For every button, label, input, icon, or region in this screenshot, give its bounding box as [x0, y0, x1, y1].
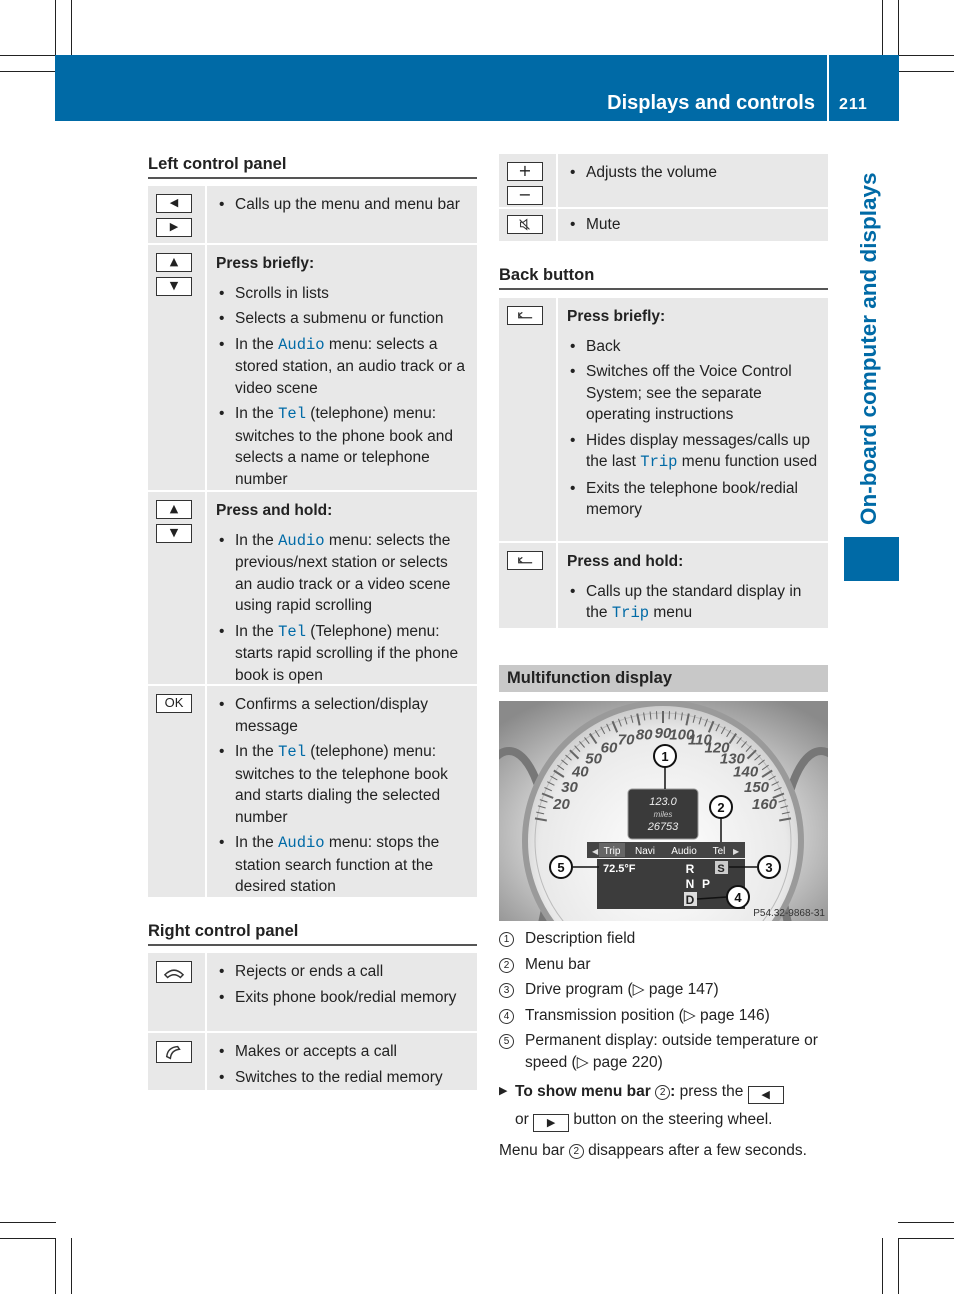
list-item: • Mute	[567, 214, 820, 236]
table-row	[499, 209, 828, 241]
menu-name-tel: Tel	[278, 622, 306, 641]
crop-mark	[898, 1238, 954, 1239]
crop-mark	[882, 1238, 883, 1294]
menu-item-navi: Navi	[634, 846, 656, 857]
back-button-table	[499, 298, 828, 630]
legend-number: 5	[499, 1034, 514, 1049]
list-item: • In the Tel (telephone) menu: switches to the telephone book and starts dialing the selected number	[216, 741, 469, 828]
description-cell	[205, 953, 477, 1031]
speed-label: 60	[600, 739, 618, 757]
right-panel-heading: Right control panel	[148, 921, 477, 946]
list-item: • In the Tel (Telephone) menu: starts rapid scrolling if the phone book is open	[216, 621, 469, 687]
speed-label: 140	[733, 763, 759, 781]
crop-mark	[55, 1238, 56, 1294]
left-arrow-key-icon: ◀	[748, 1086, 784, 1104]
crop-mark	[898, 1222, 954, 1223]
crop-mark	[55, 0, 56, 56]
drive-program: S	[717, 863, 725, 875]
note: Menu bar 2 disappears after a few seconds.	[499, 1142, 807, 1159]
left-panel-table	[148, 186, 477, 899]
gear-n: N	[685, 877, 695, 891]
table-row	[148, 245, 477, 490]
crop-mark	[71, 0, 72, 56]
table-row	[148, 953, 477, 1031]
outside-temperature: 72.5°F	[603, 863, 636, 875]
list-item: • Exits phone book/redial memory	[216, 987, 469, 1009]
header-divider	[827, 55, 829, 121]
table-row	[148, 686, 477, 897]
crop-mark	[898, 1238, 899, 1294]
crop-mark	[898, 71, 954, 72]
speed-label: 70	[617, 731, 635, 749]
menu-item-trip: Trip	[603, 846, 621, 857]
back-key-icon	[507, 306, 543, 325]
chapter-tab-label: On-board computer and displays	[856, 172, 881, 525]
legend-number: 2	[499, 958, 514, 973]
description-cell	[205, 492, 477, 684]
table-row	[148, 186, 477, 243]
key-cell	[499, 154, 556, 207]
table-row	[499, 154, 828, 207]
page-number: 211	[839, 96, 868, 113]
list-item: • Confirms a selection/display message	[216, 694, 469, 737]
volume-table	[499, 154, 828, 243]
crop-mark	[0, 1238, 56, 1239]
left-panel-heading: Left control panel	[148, 154, 477, 179]
menu-name-tel: Tel	[278, 405, 306, 423]
callout-2-label: 2	[717, 800, 725, 815]
description-cell	[556, 154, 828, 207]
speed-label: 100	[669, 726, 695, 744]
row-heading: Press and hold:	[567, 553, 684, 570]
description-cell	[205, 245, 477, 490]
key-cell	[499, 543, 556, 628]
table-row	[148, 492, 477, 684]
description-cell	[556, 209, 828, 241]
menu-left-arrow-icon: ◀	[592, 847, 599, 856]
list-item: • Switches to the redial memory	[216, 1067, 469, 1089]
mute-key-icon	[507, 215, 543, 234]
legend-item: 3 Drive program (▷ page 147)	[499, 979, 831, 1001]
back-key-icon	[507, 551, 543, 570]
row-heading: Press briefly:	[567, 308, 666, 325]
crop-mark	[0, 71, 56, 72]
legend	[499, 928, 831, 1162]
step-arrow-icon: ▶	[499, 1085, 508, 1097]
list-item: • Calls up the standard display in the Trip menu	[567, 581, 820, 625]
menu-name-audio: Audio	[278, 531, 325, 550]
hang-up-icon	[156, 961, 192, 983]
speed-label: 50	[585, 750, 602, 768]
legend-number: 1	[499, 932, 514, 947]
key-cell	[148, 245, 205, 490]
list-item: • Switches off the Voice Control System; see the separate operating instructions	[567, 361, 820, 426]
legend-number: 3	[499, 983, 514, 998]
speed-label: 80	[635, 726, 653, 744]
up-arrow-key-icon: ▲	[156, 253, 192, 272]
legend-item: 1 Description field	[499, 928, 831, 950]
legend-number: 4	[499, 1009, 514, 1024]
crop-mark	[0, 55, 56, 56]
description-cell	[205, 686, 477, 897]
list-item: • Scrolls in lists	[216, 283, 469, 305]
odometer: 26753	[647, 821, 679, 833]
right-panel-table	[148, 953, 477, 1092]
description-cell	[556, 298, 828, 541]
volume-down-key-icon: −	[507, 186, 543, 205]
right-arrow-key-icon: ▶	[156, 218, 192, 237]
speed-label: 110	[687, 731, 712, 749]
phone-icon	[156, 1041, 192, 1063]
list-item: • Rejects or ends a call	[216, 961, 469, 983]
left-arrow-key-icon: ◀	[156, 194, 192, 213]
down-arrow-key-icon: ▼	[156, 524, 192, 543]
up-arrow-key-icon: ▲	[156, 500, 192, 519]
table-row	[499, 543, 828, 628]
description-cell	[556, 543, 828, 628]
key-cell	[148, 953, 205, 1031]
crop-mark	[882, 0, 883, 56]
key-cell	[148, 492, 205, 684]
table-row	[148, 1033, 477, 1090]
speed-label: 160	[751, 796, 778, 814]
speed-label: 150	[743, 779, 770, 796]
key-cell	[499, 298, 556, 541]
down-arrow-key-icon: ▼	[156, 277, 192, 296]
gear-r: R	[685, 862, 695, 876]
legend-item: 5 Permanent display: outside temperature or speed (▷ page 220)	[499, 1030, 831, 1073]
key-cell	[499, 209, 556, 241]
list-item: • In the Audio menu: selects a stored station, an audio track or a video scene	[216, 334, 469, 400]
gear-p: P	[701, 877, 711, 891]
menu-right-arrow-icon: ▶	[733, 847, 740, 856]
figure-code: P54.32-9868-31	[753, 908, 825, 919]
crop-mark	[898, 55, 954, 56]
key-cell	[148, 186, 205, 243]
list-item: • In the Audio menu: selects the previous/next station or selects an audio track or a video scene using rapid scrolling	[216, 530, 469, 617]
description-cell	[205, 186, 477, 243]
page-header	[55, 55, 899, 121]
callout-1-label: 1	[661, 749, 669, 764]
right-arrow-key-icon: ▶	[533, 1114, 569, 1132]
speed-label: 40	[571, 763, 589, 781]
distance-unit: miles	[653, 810, 673, 819]
list-item: • Back	[567, 336, 820, 358]
instrument-cluster-illustration	[499, 701, 828, 921]
gear-d: D	[685, 893, 695, 907]
multifunction-heading: Multifunction display	[499, 665, 828, 692]
speed-label: 30	[561, 779, 578, 796]
legend-item: 4 Transmission position (▷ page 146)	[499, 1005, 831, 1027]
menu-name-audio: Audio	[278, 834, 325, 852]
list-item: • Hides display messages/calls up the last Trip menu function used	[567, 430, 820, 474]
list-item: • Calls up the menu and menu bar	[216, 194, 469, 216]
speed-label: 20	[553, 796, 570, 814]
menu-item-tel: Tel	[712, 846, 726, 857]
legend-item: 2 Menu bar	[499, 954, 831, 976]
speed-label: 90	[654, 725, 672, 742]
speed-label: 130	[719, 750, 745, 768]
list-item: • Selects a submenu or function	[216, 308, 469, 330]
back-button-heading: Back button	[499, 265, 828, 290]
key-cell	[148, 1033, 205, 1090]
row-heading: Press briefly:	[216, 255, 315, 272]
menu-name-trip: Trip	[611, 604, 650, 622]
description-cell	[205, 1033, 477, 1090]
crop-mark	[71, 1238, 72, 1294]
callout-3-label: 3	[765, 860, 773, 875]
menu-name-trip: Trip	[640, 453, 678, 471]
list-item: • In the Audio menu: stops the station search function at the desired station	[216, 832, 469, 898]
header-title: Displays and controls	[607, 92, 815, 114]
menu-name-audio: Audio	[278, 335, 325, 354]
crop-mark	[0, 1222, 56, 1223]
list-item: • Makes or accepts a call	[216, 1041, 469, 1063]
list-item: • In the Tel (telephone) menu: switches to the phone book and selects a name or telephone number	[216, 403, 469, 490]
menu-item-audio: Audio	[671, 846, 697, 857]
list-item: • Adjusts the volume	[567, 162, 820, 184]
row-heading: Press and hold:	[216, 502, 333, 519]
key-cell	[148, 686, 205, 897]
speed-label: 120	[704, 739, 730, 757]
table-row	[499, 298, 828, 541]
legend-number: 2	[655, 1085, 670, 1100]
legend-number: 2	[569, 1144, 584, 1159]
callout-5-label: 5	[557, 860, 565, 875]
chapter-tab-marker	[844, 537, 899, 581]
trip-distance: 123.0	[649, 796, 677, 808]
crop-mark	[898, 0, 899, 56]
ok-key-icon: OK	[156, 694, 192, 713]
list-item: • Exits the telephone book/redial memory	[567, 478, 820, 521]
menu-name-tel: Tel	[278, 743, 306, 761]
instruction-step: ▶ To show menu bar 2 : press the ◀ or ▶ button on the steering wheel.	[499, 1081, 831, 1132]
callout-4-label: 4	[734, 890, 742, 905]
volume-up-key-icon: +	[507, 162, 543, 181]
